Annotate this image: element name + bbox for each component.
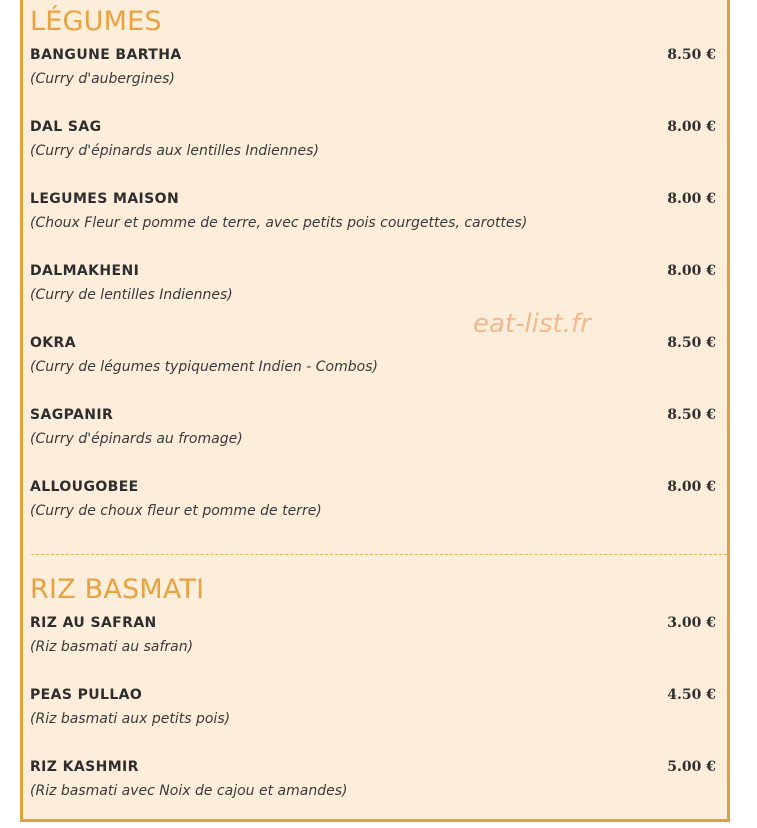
item-price: 8.50 €: [667, 47, 716, 63]
menu-item: [23, 686, 727, 736]
item-name: RIZ KASHMIR: [30, 759, 139, 775]
menu-item: [23, 406, 727, 456]
item-price: 4.50 €: [667, 687, 716, 703]
item-name: SAGPANIR: [30, 407, 114, 423]
item-price: 3.00 €: [667, 615, 716, 631]
item-name: RIZ AU SAFRAN: [30, 615, 157, 631]
item-description: (Curry de légumes typiquement Indien - Combos): [30, 359, 378, 375]
item-name: DALMAKHENI: [30, 263, 140, 279]
menu-item: [23, 334, 727, 384]
menu-item: [23, 118, 727, 168]
item-description: (Curry d'épinards au fromage): [30, 431, 243, 447]
section-divider: [31, 554, 727, 555]
section-title-legumes: LÉGUMES: [30, 6, 162, 37]
menu-item: [23, 614, 727, 664]
item-price: 8.50 €: [667, 407, 716, 423]
item-description: (Curry de choux fleur et pomme de terre): [30, 503, 322, 519]
item-price: 8.00 €: [667, 263, 716, 279]
item-description: (Curry d'épinards aux lentilles Indiennes): [30, 143, 319, 159]
item-price: 8.00 €: [667, 479, 716, 495]
item-name: ALLOUGOBEE: [30, 479, 139, 495]
item-name: PEAS PULLAO: [30, 687, 143, 703]
menu-item: [23, 190, 727, 240]
menu-item: [23, 478, 727, 528]
watermark: eat-list.fr: [473, 309, 591, 339]
item-description: (Choux Fleur et pomme de terre, avec petits pois courgettes, carottes): [30, 215, 528, 231]
item-price: 5.00 €: [667, 759, 716, 775]
item-price: 8.00 €: [667, 119, 716, 135]
item-description: (Curry d'aubergines): [30, 71, 175, 87]
item-name: DAL SAG: [30, 119, 102, 135]
section-title-riz-basmati: RIZ BASMATI: [30, 574, 205, 605]
menu-item: [23, 758, 727, 808]
item-name: OKRA: [30, 335, 76, 351]
item-price: 8.00 €: [667, 191, 716, 207]
item-name: LEGUMES MAISON: [30, 191, 180, 207]
item-price: 8.50 €: [667, 335, 716, 351]
item-name: BANGUNE BARTHA: [30, 47, 182, 63]
menu-item: [23, 262, 727, 312]
item-description: (Riz basmati avec Noix de cajou et amandes): [30, 783, 348, 799]
item-description: (Riz basmati au safran): [30, 639, 194, 655]
item-description: (Curry de lentilles Indiennes): [30, 287, 233, 303]
menu-panel: [20, 0, 730, 822]
menu-item: [23, 46, 727, 96]
item-description: (Riz basmati aux petits pois): [30, 711, 231, 727]
